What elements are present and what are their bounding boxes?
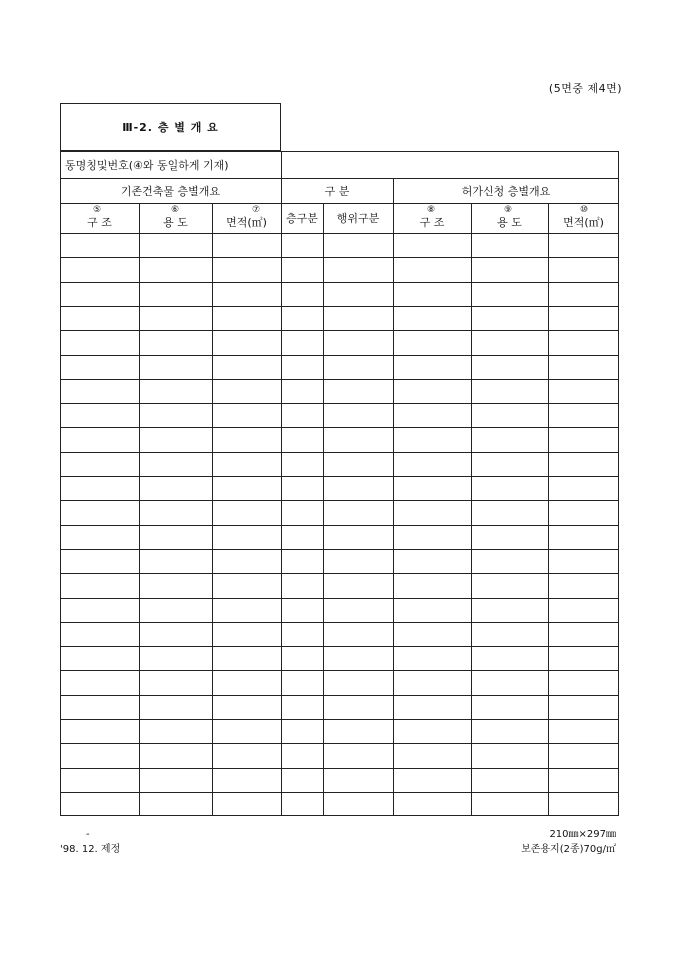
table-cell[interactable] [393, 525, 471, 549]
table-cell[interactable] [212, 695, 281, 719]
col-structure-permit-label: 구 조 [419, 216, 445, 229]
circled-7-mark: ⑦ [252, 205, 261, 215]
table-cell[interactable] [548, 670, 619, 694]
table-cell[interactable] [281, 695, 323, 719]
table-cell[interactable] [393, 646, 471, 670]
table-cell[interactable] [471, 379, 548, 403]
table-cell[interactable] [281, 330, 323, 354]
table-cell[interactable] [471, 452, 548, 476]
table-cell[interactable] [139, 306, 212, 330]
table-cell[interactable] [393, 695, 471, 719]
building-name-field[interactable] [281, 151, 619, 178]
paper-size: 210㎜×297㎜ [549, 829, 616, 840]
table-cell[interactable] [393, 622, 471, 646]
table-cell[interactable] [471, 549, 548, 573]
table-cell[interactable] [323, 476, 393, 500]
table-cell[interactable] [212, 792, 281, 816]
table-cell[interactable] [60, 379, 139, 403]
col-structure-permit [393, 203, 471, 233]
col-use-existing-label: 용 도 [163, 216, 188, 229]
division-header: 구 분 [324, 184, 350, 198]
table-cell[interactable] [393, 233, 471, 257]
col-action-division: 행위구분 [336, 212, 380, 225]
table-cell[interactable] [139, 743, 212, 767]
table-cell[interactable] [471, 282, 548, 306]
footer-left [60, 827, 120, 857]
table-cell[interactable] [323, 719, 393, 743]
table-cell[interactable] [281, 646, 323, 670]
table-cell[interactable] [281, 719, 323, 743]
table-cell[interactable] [548, 282, 619, 306]
table-cell[interactable] [471, 792, 548, 816]
table-cell[interactable] [393, 330, 471, 354]
circled-6-mark: ⑥ [171, 205, 180, 215]
table-cell[interactable] [212, 427, 281, 451]
table-cell[interactable] [548, 719, 619, 743]
table-cell[interactable] [212, 476, 281, 500]
table-cell[interactable] [60, 427, 139, 451]
table-cell[interactable] [323, 646, 393, 670]
table-cell[interactable] [548, 427, 619, 451]
table-cell[interactable] [548, 573, 619, 597]
table-cell[interactable] [139, 379, 212, 403]
table-cell[interactable] [323, 427, 393, 451]
table-cell[interactable] [60, 257, 139, 281]
circled-5-mark: ⑤ [93, 205, 102, 215]
table-cell[interactable] [281, 427, 323, 451]
table-cell[interactable] [139, 646, 212, 670]
table-cell[interactable] [393, 500, 471, 524]
table-cell[interactable] [139, 598, 212, 622]
table-cell[interactable] [212, 233, 281, 257]
table-cell[interactable] [60, 403, 139, 427]
col-use-permit-label: 용 도 [497, 216, 522, 229]
table-cell[interactable] [323, 768, 393, 792]
table-cell[interactable] [393, 403, 471, 427]
table-cell[interactable] [212, 282, 281, 306]
table-cell[interactable] [60, 500, 139, 524]
table-cell[interactable] [323, 306, 393, 330]
table-cell[interactable] [281, 670, 323, 694]
table-cell[interactable] [393, 549, 471, 573]
circled-8-mark: ⑧ [427, 205, 436, 215]
table-cell[interactable] [60, 622, 139, 646]
table-cell[interactable] [471, 695, 548, 719]
table-cell[interactable] [393, 355, 471, 379]
table-cell[interactable] [471, 525, 548, 549]
table-cell[interactable] [548, 500, 619, 524]
table-cell[interactable] [281, 282, 323, 306]
table-cell[interactable] [212, 330, 281, 354]
table-cell[interactable] [139, 282, 212, 306]
table-cell[interactable] [548, 403, 619, 427]
table-cell[interactable] [393, 719, 471, 743]
table-cell[interactable] [212, 573, 281, 597]
table-cell[interactable] [548, 525, 619, 549]
table-cell[interactable] [281, 768, 323, 792]
enactment-note: '98. 12. 제정 [60, 844, 121, 855]
table-cell[interactable] [212, 525, 281, 549]
table-cell[interactable] [471, 427, 548, 451]
table-cell[interactable] [139, 622, 212, 646]
page-indicator: (5면중 제4면) [548, 82, 622, 95]
table-cell[interactable] [60, 355, 139, 379]
table-cell[interactable] [212, 549, 281, 573]
permit-application-header: 허가신청 층별개요 [461, 184, 551, 198]
circled-10-mark: ⑩ [580, 205, 589, 215]
table-cell[interactable] [323, 355, 393, 379]
table-cell[interactable] [393, 282, 471, 306]
table-cell[interactable] [393, 598, 471, 622]
table-cell[interactable] [281, 622, 323, 646]
table-cell[interactable] [139, 719, 212, 743]
table-cell[interactable] [471, 500, 548, 524]
table-cell[interactable] [471, 330, 548, 354]
table-cell[interactable] [323, 549, 393, 573]
table-cell[interactable] [323, 330, 393, 354]
table-cell[interactable] [471, 355, 548, 379]
floor-summary-table [60, 151, 619, 816]
table-cell[interactable] [471, 257, 548, 281]
table-cell[interactable] [471, 646, 548, 670]
table-cell[interactable] [323, 452, 393, 476]
table-cell[interactable] [60, 695, 139, 719]
table-cell[interactable] [60, 743, 139, 767]
table-cell[interactable] [212, 768, 281, 792]
table-cell[interactable] [60, 719, 139, 743]
table-cell[interactable] [139, 257, 212, 281]
table-cell[interactable] [212, 670, 281, 694]
table-cell[interactable] [393, 670, 471, 694]
table-cell[interactable] [281, 500, 323, 524]
table-cell[interactable] [139, 670, 212, 694]
table-cell[interactable] [281, 452, 323, 476]
table-cell[interactable] [281, 743, 323, 767]
table-cell[interactable] [323, 525, 393, 549]
table-cell[interactable] [548, 743, 619, 767]
table-cell[interactable] [212, 306, 281, 330]
table-cell[interactable] [281, 598, 323, 622]
table-cell[interactable] [139, 355, 212, 379]
table-cell[interactable] [393, 743, 471, 767]
table-cell[interactable] [393, 427, 471, 451]
table-cell[interactable] [393, 306, 471, 330]
table-cell[interactable] [139, 330, 212, 354]
table-cell[interactable] [60, 282, 139, 306]
table-cell[interactable] [548, 476, 619, 500]
table-cell[interactable] [323, 743, 393, 767]
table-cell[interactable] [323, 257, 393, 281]
table-cell[interactable] [323, 622, 393, 646]
table-cell[interactable] [323, 598, 393, 622]
table-cell[interactable] [60, 476, 139, 500]
table-cell[interactable] [548, 646, 619, 670]
col-area-permit [548, 203, 619, 233]
table-cell[interactable] [548, 695, 619, 719]
table-cell[interactable] [139, 452, 212, 476]
table-cell[interactable] [323, 573, 393, 597]
table-cell[interactable] [139, 233, 212, 257]
table-cell[interactable] [393, 476, 471, 500]
table-cell[interactable] [548, 306, 619, 330]
table-cell[interactable] [281, 257, 323, 281]
table-cell[interactable] [393, 379, 471, 403]
table-cell[interactable] [139, 427, 212, 451]
table-cell[interactable] [281, 573, 323, 597]
table-cell[interactable] [548, 622, 619, 646]
table-cell[interactable] [139, 525, 212, 549]
table-cell[interactable] [471, 573, 548, 597]
table-cell[interactable] [323, 670, 393, 694]
table-cell[interactable] [60, 768, 139, 792]
table-cell[interactable] [471, 622, 548, 646]
table-cell[interactable] [212, 500, 281, 524]
table-cell[interactable] [139, 695, 212, 719]
table-cell[interactable] [471, 598, 548, 622]
table-cell[interactable] [393, 257, 471, 281]
table-cell[interactable] [212, 743, 281, 767]
table-cell[interactable] [139, 476, 212, 500]
col-structure-existing [60, 203, 139, 233]
table-cell[interactable] [548, 452, 619, 476]
table-cell[interactable] [212, 622, 281, 646]
table-cell[interactable] [60, 670, 139, 694]
table-cell[interactable] [60, 573, 139, 597]
table-cell[interactable] [139, 768, 212, 792]
table-cell[interactable] [212, 355, 281, 379]
table-cell[interactable] [60, 525, 139, 549]
table-cell[interactable] [323, 500, 393, 524]
table-cell[interactable] [139, 549, 212, 573]
table-cell[interactable] [471, 743, 548, 767]
table-cell[interactable] [471, 233, 548, 257]
table-cell[interactable] [393, 573, 471, 597]
table-cell[interactable] [323, 695, 393, 719]
col-use-existing [139, 203, 212, 233]
table-cell[interactable] [212, 257, 281, 281]
table-cell[interactable] [60, 330, 139, 354]
col-use-permit [471, 203, 548, 233]
table-cell[interactable] [60, 233, 139, 257]
table-cell[interactable] [212, 379, 281, 403]
existing-building-header: 기존건축물 층별개요 [120, 184, 221, 198]
table-cell[interactable] [281, 306, 323, 330]
table-cell[interactable] [139, 792, 212, 816]
table-cell[interactable] [548, 257, 619, 281]
table-cell[interactable] [548, 330, 619, 354]
circled-9-mark: ⑨ [504, 205, 513, 215]
table-cell[interactable] [212, 598, 281, 622]
section-title-text: Ⅲ-2. 층 별 개 요 [122, 121, 219, 134]
col-area-existing [212, 203, 281, 233]
table-cell[interactable] [548, 355, 619, 379]
col-structure-existing-label: 구 조 [87, 216, 112, 229]
table-cell[interactable] [281, 355, 323, 379]
table-cell[interactable] [281, 379, 323, 403]
table-cell[interactable] [471, 476, 548, 500]
table-cell[interactable] [60, 306, 139, 330]
footer-dash: - [86, 829, 90, 840]
table-cell[interactable] [548, 598, 619, 622]
table-cell[interactable] [281, 476, 323, 500]
section-title [60, 103, 281, 151]
table-cell[interactable] [548, 233, 619, 257]
table-cell[interactable] [60, 646, 139, 670]
building-name-label: 동명칭및번호(④와 동일하게 기재) [65, 158, 229, 172]
table-cell[interactable] [471, 670, 548, 694]
table-cell[interactable] [323, 403, 393, 427]
table-cell[interactable] [281, 792, 323, 816]
table-cell[interactable] [212, 719, 281, 743]
table-cell[interactable] [548, 379, 619, 403]
table-cell[interactable] [281, 403, 323, 427]
table-cell[interactable] [281, 525, 323, 549]
table-cell[interactable] [323, 233, 393, 257]
table-cell[interactable] [393, 452, 471, 476]
table-cell[interactable] [323, 792, 393, 816]
col-area-existing-label: 면적(㎡) [226, 216, 267, 229]
table-cell[interactable] [323, 282, 393, 306]
table-cell[interactable] [212, 646, 281, 670]
table-cell[interactable] [471, 719, 548, 743]
table-cell[interactable] [60, 549, 139, 573]
table-cell[interactable] [60, 452, 139, 476]
col-area-permit-label: 면적(㎡) [563, 216, 604, 229]
table-cell[interactable] [60, 598, 139, 622]
table-cell[interactable] [548, 549, 619, 573]
table-cell[interactable] [393, 768, 471, 792]
table-cell[interactable] [548, 768, 619, 792]
table-cell[interactable] [471, 306, 548, 330]
col-floor-division: 층구분 [286, 212, 318, 225]
table-cell[interactable] [281, 549, 323, 573]
table-cell[interactable] [139, 500, 212, 524]
table-cell[interactable] [139, 573, 212, 597]
paper-type: 보존용지(2종)70g/㎡ [521, 844, 616, 855]
table-cell[interactable] [471, 768, 548, 792]
table-cell[interactable] [548, 792, 619, 816]
table-cell[interactable] [393, 792, 471, 816]
table-cell[interactable] [281, 233, 323, 257]
table-cell[interactable] [323, 379, 393, 403]
table-cell[interactable] [212, 403, 281, 427]
table-cell[interactable] [471, 403, 548, 427]
table-cell[interactable] [212, 452, 281, 476]
table-cell[interactable] [139, 403, 212, 427]
footer-right [521, 827, 616, 857]
table-cell[interactable] [60, 792, 139, 816]
